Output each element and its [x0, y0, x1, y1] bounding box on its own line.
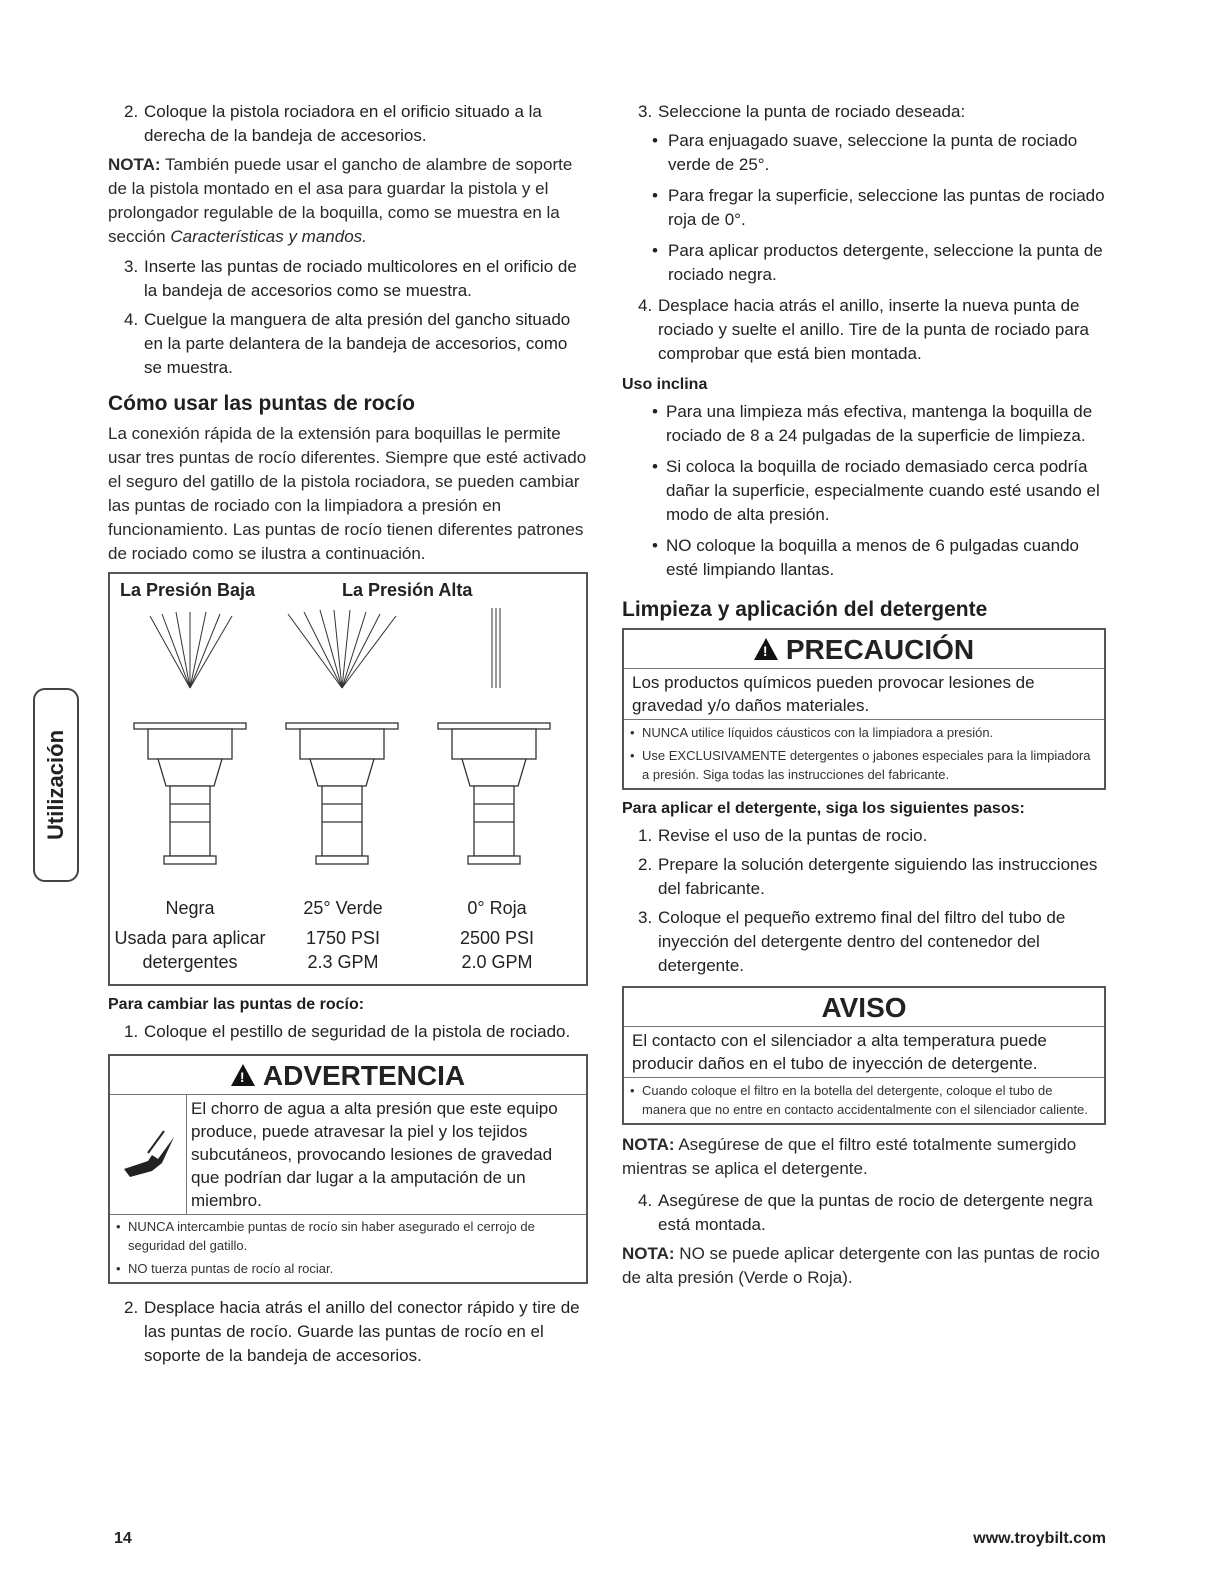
nozzle-illustration [110, 608, 586, 908]
change-tips-heading: Para cambiar las puntas de rocío: [108, 996, 365, 1013]
setup-step-4: 4. Cuelgue la manguera de alta presión del gancho situado en la parte delantera de la bandeja de accesorios, como se muestra. [124, 310, 571, 377]
select-step-3: 3. Seleccione la punta de rociado deseada: [638, 102, 966, 121]
section-tab [33, 688, 79, 882]
spray-tips-figure [108, 572, 588, 986]
tip-red: 0° Roja 2500 PSI 2.0 GPM [459, 898, 535, 972]
label-high-pressure: La Presión Alta [342, 580, 473, 600]
warning-bullets [110, 1215, 586, 1282]
caution-bullet: • Use EXCLUSIVAMENTE detergentes o jabones especiales para la limpiadora a presión. Siga todas las instrucciones del fabricante. [630, 748, 1091, 782]
warning-box [108, 1054, 588, 1284]
warning-title: ! ADVERTENCIA [110, 1056, 586, 1095]
notice-box [622, 986, 1106, 1125]
change-step-2: 2. Desplace hacia atrás el anillo del conector rápido y tire de las puntas de rocío. Guarde las puntas de rocío en el soporte de la bandeja de accesorios. [124, 1298, 580, 1365]
change-step-1: 1. Coloque el pestillo de seguridad de la pistola de rociado. [124, 1022, 571, 1041]
usage-tip: • Si coloca la boquilla de rociado demasiado cerca podría dañar la superficie, especialmente cuando esté usando el modo de alta presión. [652, 457, 1100, 524]
detergent-heading: Limpieza y aplicación del detergente [622, 598, 988, 621]
apply-steps [622, 824, 1106, 978]
notice-text: El contacto con el silenciador a alta temperatura puede producir daños en el tubo de inyección de detergente. [624, 1027, 1104, 1078]
left-column [108, 100, 588, 1373]
select-step-4: 4. Desplace hacia atrás el anillo, inserte la nueva punta de rociado y suelte el anillo. Tire de la punta de rociado para comprobar que está bien montada. [638, 296, 1089, 363]
apply-step-4: 4. Asegúrese de que la puntas de rocio de detergente negra está montada. [638, 1191, 1093, 1234]
option-item: • Para aplicar productos detergente, seleccione la punta de rociado negra. [652, 241, 1103, 284]
caution-box [622, 628, 1106, 790]
notice-bullet: • Cuando coloque el filtro en la botella del detergente, coloque el tubo de manera que no entre en contacto accidentalmente con el silenciador caliente. [630, 1083, 1088, 1117]
footer-url[interactable]: www.troybilt.com [973, 1530, 1106, 1547]
apply-step: 2. Prepare la solución detergente siguiendo las instrucciones del fabricante. [638, 855, 1098, 898]
option-item: • Para fregar la superficie, seleccione las puntas de rociado roja de 0°. [652, 186, 1105, 229]
note-high-pressure: NOTA: NO se puede aplicar detergente con las puntas de rocio de alta presión (Verde o Roja). [622, 1244, 1100, 1287]
injection-hazard-icon [110, 1095, 187, 1214]
intro-paragraph: La conexión rápida de la extensión para boquillas le permite usar tres puntas de rocío diferentes. Siempre que esté activado el seguro del gatillo de la pistola rociadora, se pueden cambiar las puntas de rociado con la limpiadora a presión en funcionamiento. Las puntas de rocío tienen diferentes patrones de rociado como se ilustra a continuación. [108, 424, 587, 563]
select-tip-steps-cont [622, 294, 1106, 366]
setup-steps [108, 100, 588, 148]
notice-bullets [624, 1078, 1104, 1123]
apply-steps-cont [622, 1189, 1106, 1237]
page-number: 14 [114, 1530, 132, 1547]
option-item: • Para enjuagado suave, seleccione la punta de rociado verde de 25°. [652, 131, 1078, 174]
tip-green: 25° Verde 1750 PSI 2.3 GPM [303, 898, 383, 972]
warning-bullet: • NUNCA intercambie puntas de rocío sin haber asegurado el cerrojo de seguridad del gatillo. [116, 1219, 535, 1253]
label-low-pressure: La Presión Baja [120, 580, 256, 600]
caution-bullet: • NUNCA utilice líquidos cáusticos con la limpiadora a presión. [630, 725, 994, 740]
warning-text: El chorro de agua a alta presión que este equipo produce, puede atravesar la piel y los tejidos subcutáneos, provocando lesiones de gravedad que podrían dar lugar a la amputación de un miembro. [191, 1099, 558, 1210]
caution-text: Los productos químicos pueden provocar lesiones de gravedad y/o daños materiales. [624, 669, 1104, 720]
apply-step: 1. Revise el uso de la puntas de rocio. [638, 826, 928, 845]
note-submerged: NOTA: Asegúrese de que el filtro esté totalmente sumergido mientras se aplica el detergente. [622, 1135, 1077, 1178]
notice-title: AVISO [624, 988, 1104, 1027]
usage-tip: • NO coloque la boquilla a menos de 6 pulgadas cuando esté limpiando llantas. [652, 536, 1080, 579]
apply-step: 3. Coloque el pequeño extremo final del filtro del tubo de inyección del detergente dentro del contenedor del detergente. [638, 908, 1066, 975]
section-heading: Cómo usar las puntas de rocío [108, 392, 415, 415]
setup-step-2: 2. Coloque la pistola rociadora en el orificio situado a la derecha de la bandeja de accesorios. [124, 102, 542, 145]
tip-black: Negra Usada para aplicar detergentes [114, 898, 266, 972]
select-tip-steps [622, 100, 1106, 124]
apply-detergent-heading: Para aplicar el detergente, siga los siguientes pasos: [622, 800, 1025, 817]
caution-title: ! PRECAUCIÓN [624, 630, 1104, 669]
warning-icon: ! [231, 1064, 255, 1086]
usage-tip: • Para una limpieza más efectiva, mantenga la boquilla de rociado de 8 a 24 pulgadas de la superficie de limpieza. [652, 402, 1093, 445]
change-steps-cont [108, 1296, 588, 1368]
setup-step-3: 3. Inserte las puntas de rociado multicolores en el orificio de la bandeja de accesorios como se muestra. [124, 257, 577, 300]
section-tab-label: Utilización [43, 729, 68, 841]
right-column [622, 100, 1106, 1290]
caution-icon: ! [754, 638, 778, 660]
usage-tips-heading: Uso inclina [622, 376, 708, 393]
caution-bullets [624, 720, 1104, 788]
warning-body [110, 1095, 586, 1215]
select-tip-options [622, 129, 1106, 287]
note-paragraph: NOTA: También puede usar el gancho de alambre de soporte de la pistola montado en el asa para guardar la pistola y el prolongador regulable de la boquilla, como se muestra en la sección Características y mandos. [108, 155, 573, 246]
warning-bullet: • NO tuerza puntas de rocío al rociar. [116, 1261, 334, 1276]
usage-tips [622, 400, 1106, 582]
change-steps [108, 1020, 588, 1044]
setup-steps-cont [108, 255, 588, 380]
